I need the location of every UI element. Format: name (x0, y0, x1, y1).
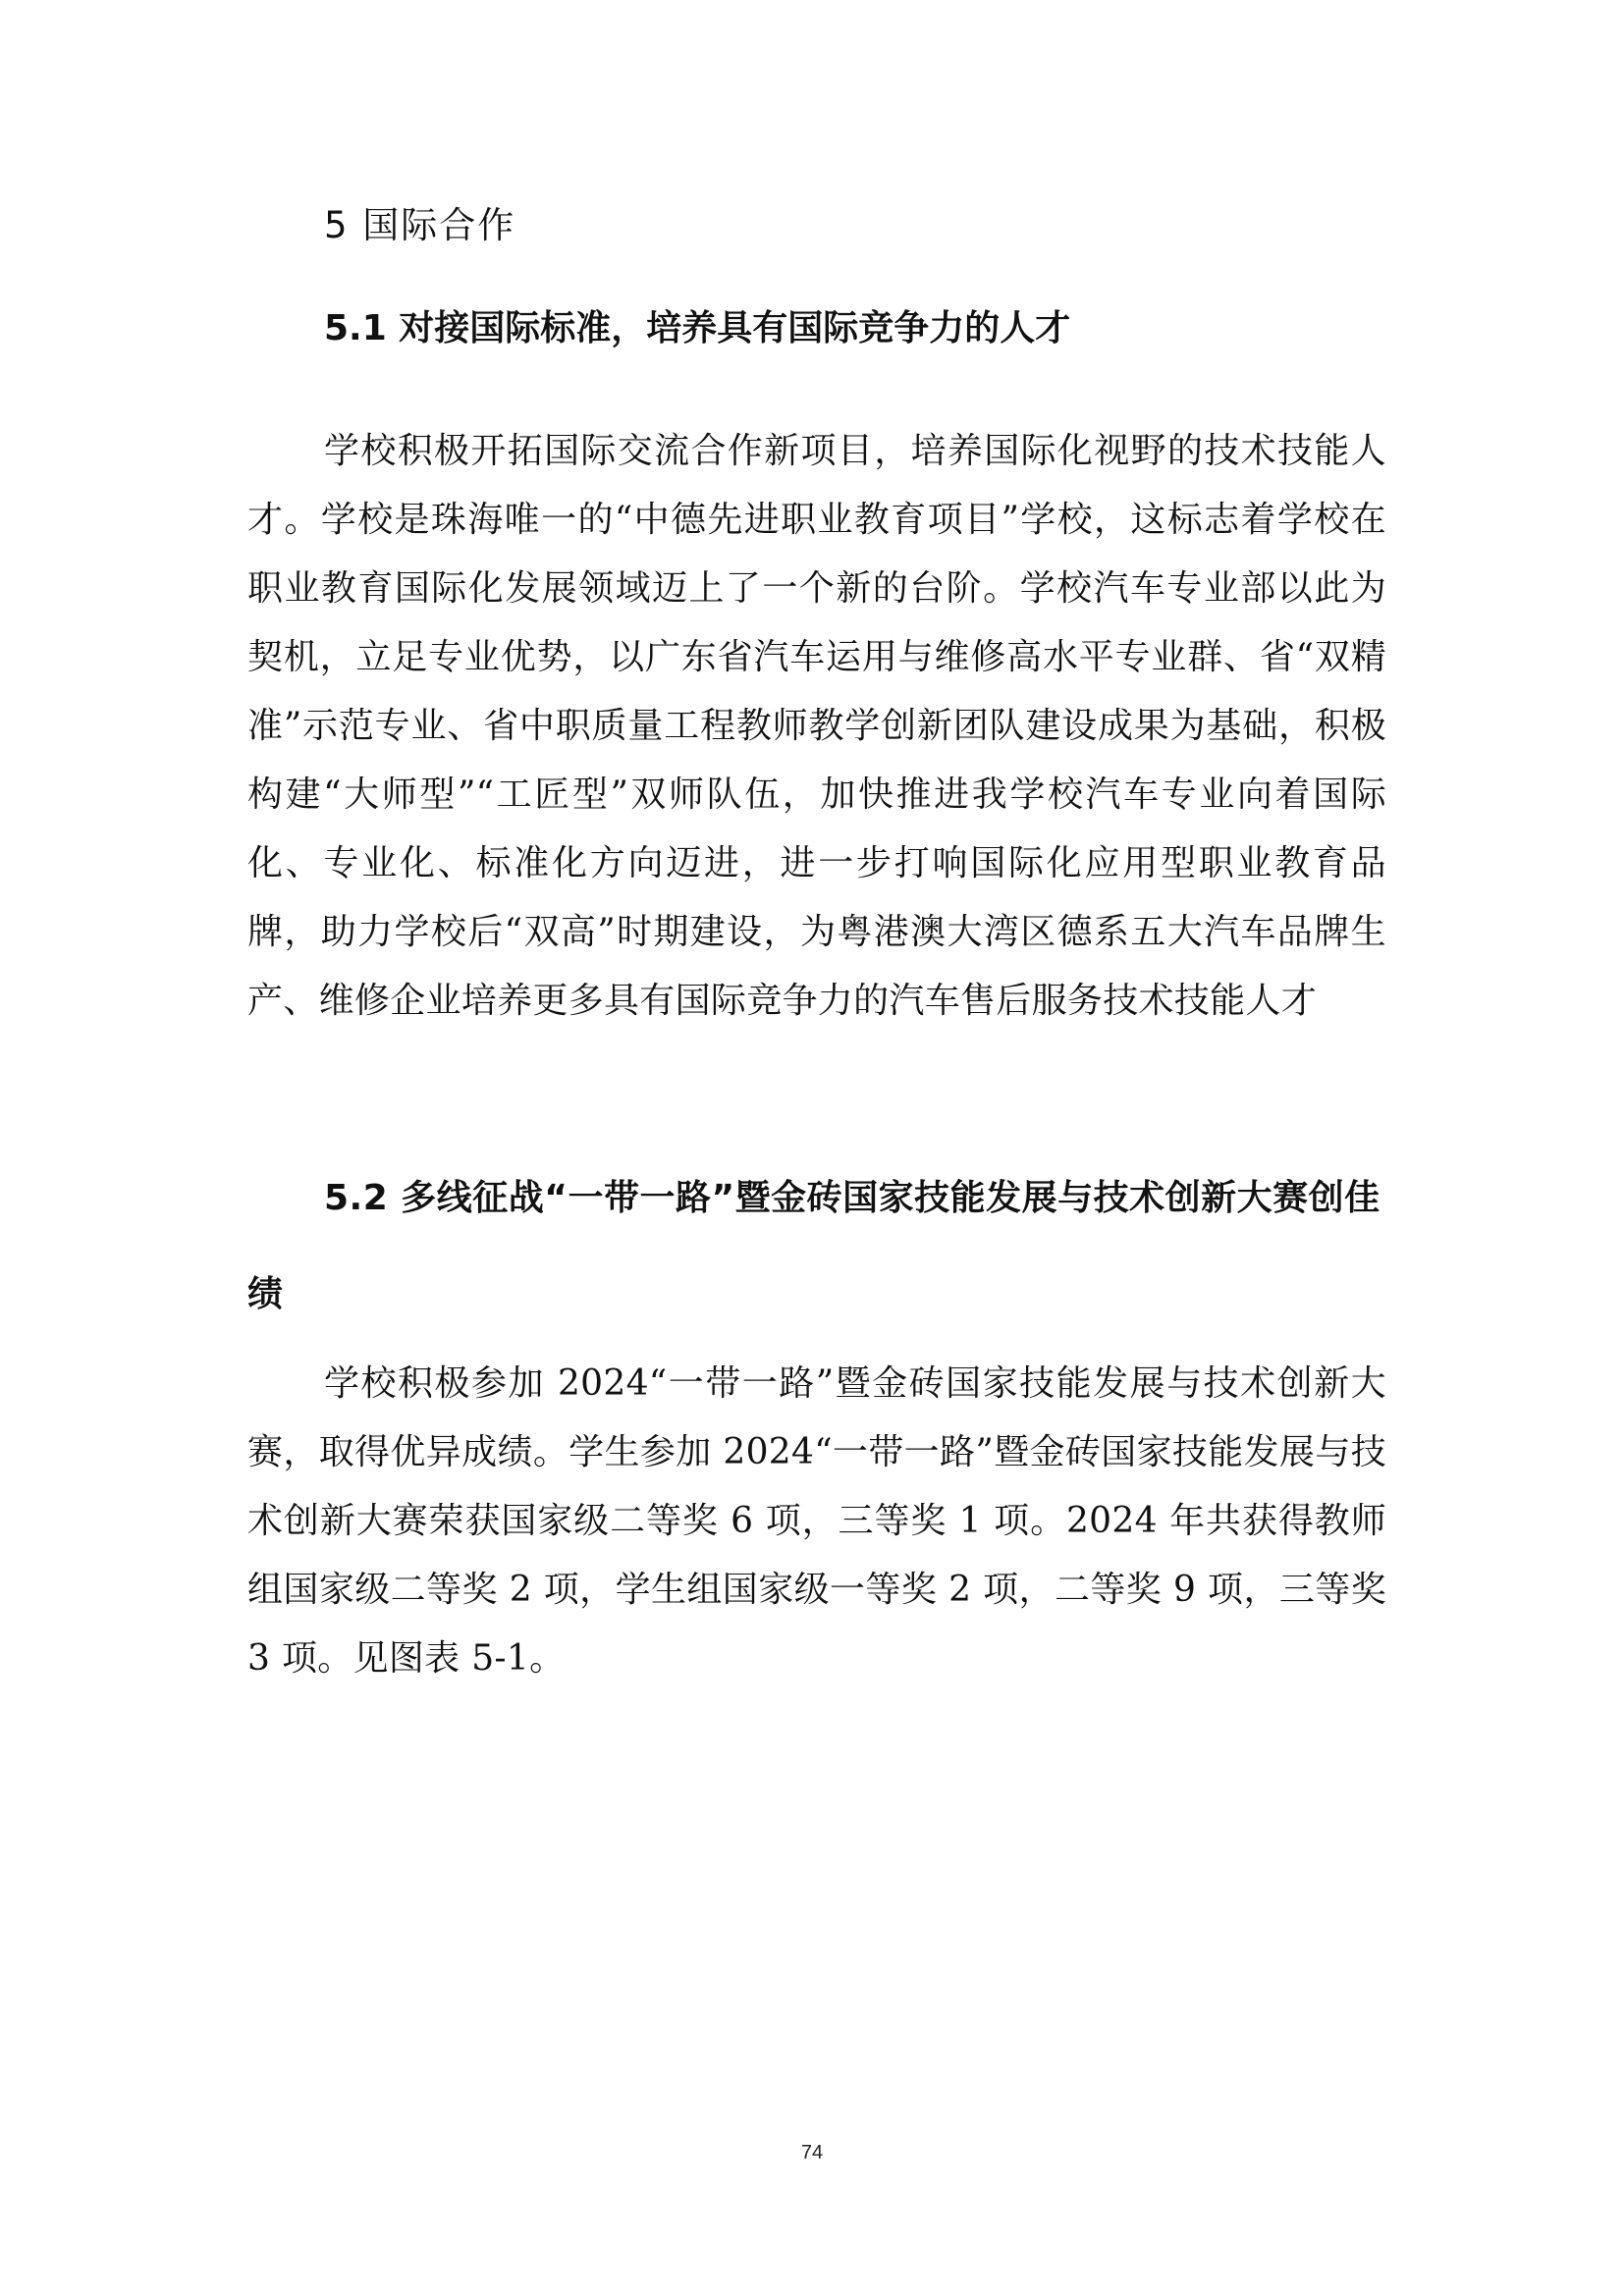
subsection-heading-5-2: 5.2 多线征战“一带一路”暨金砖国家技能发展与技术创新大赛创佳绩 (247, 1178, 1380, 1314)
paragraph-5-1: 学校积极开拓国际交流合作新项目，培养国际化视野的技术技能人才。学校是珠海唯一的“中德先进职业教育项目”学校，这标志着学校在职业教育国际化发展领域迈上了一个新的台阶。学校汽车专业部以此为契机，立足专业优势，以广东省汽车运用与维修高水平专业群、省“双精准”示范专业、省中职质量工程教师教学创新团队建设成果为基础，积极构建“大师型”“工匠型”双师队伍，加快推进我学校汽车专业向着国际化、专业化、标准化方向迈进，进一步打响国际化应用型职业教育品牌，助力学校后“双高”时期建设，为粤港澳大湾区德系五大汽车品牌生产、维修企业培养更多具有国际竞争力的汽车售后服务技术技能人才 (247, 431, 1386, 1021)
page-number: 74 (800, 2142, 824, 2163)
section-title: 5 国际合作 (324, 204, 516, 246)
paragraph-5-2: 学校积极参加 2024“一带一路”暨金砖国家技能发展与技术创新大赛，取得优异成绩。学生参加 2024“一带一路”暨金砖国家技能发展与技术创新大赛荣获国家级二等奖 6 项，三等奖 1 项。2024 年共获得教师组国家级二等奖 2 项，学生组国家级一等奖 2 项，二等奖 9 项，三等奖 3 项。见图表 5-1。 (247, 1363, 1386, 1679)
subsection-heading-5-1: 5.1 对接国际标准，培养具有国际竞争力的人才 (324, 308, 1071, 348)
